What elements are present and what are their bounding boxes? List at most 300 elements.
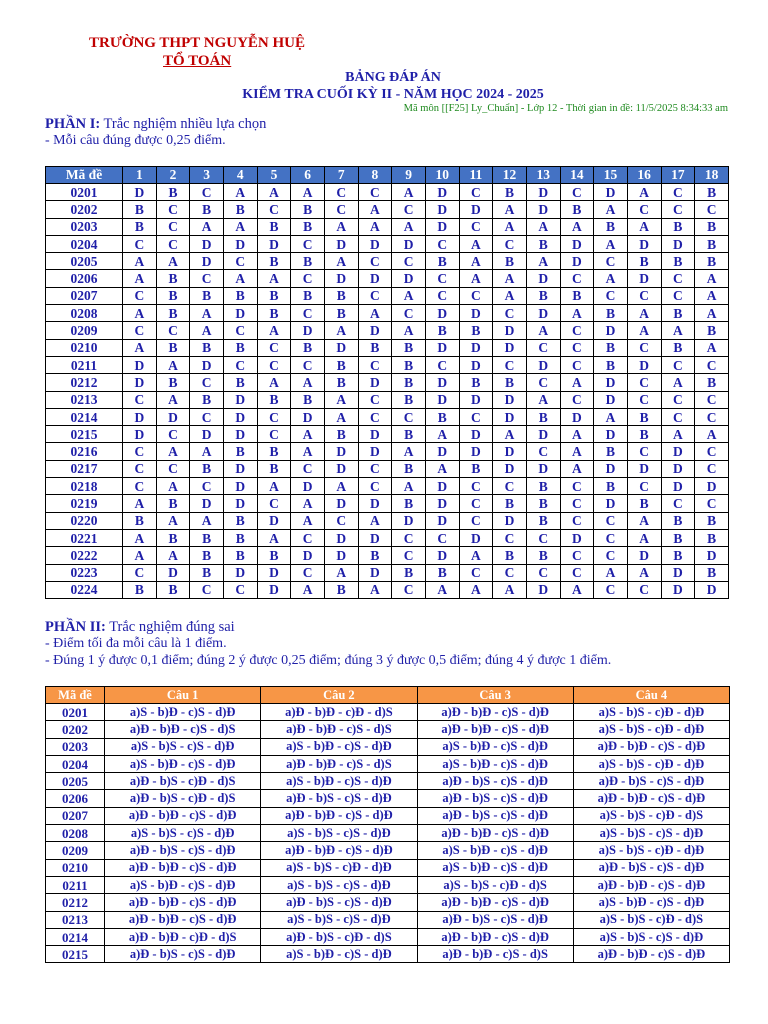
answer-cell: B (156, 287, 190, 304)
column-header: Câu 1 (105, 687, 261, 704)
answer-cell: A (627, 322, 661, 339)
answer-cell: D (459, 201, 493, 218)
column-header: 2 (156, 167, 190, 184)
answer-cell: C (695, 356, 729, 373)
answer-cell: D (661, 581, 695, 598)
column-header-code: Mã đề (46, 687, 105, 704)
answer-cell: a)S - b)S - c)S - d)Đ (261, 911, 417, 928)
answer-cell: a)Đ - b)S - c)S - d)Đ (417, 773, 573, 790)
answer-cell: C (123, 443, 157, 460)
table-row (46, 391, 729, 408)
table-row (46, 339, 729, 356)
answer-cell: A (223, 184, 257, 201)
answer-cell: D (190, 426, 224, 443)
answer-cell: a)Đ - b)S - c)S - d)Đ (105, 946, 261, 963)
answer-cell: C (594, 512, 628, 529)
answer-cell: D (358, 426, 392, 443)
answer-cell: C (560, 270, 594, 287)
table-row (46, 911, 730, 928)
answer-cell: B (526, 512, 560, 529)
answer-cell: B (392, 426, 426, 443)
part2-heading-text: Trắc nghiệm đúng sai (105, 619, 235, 635)
exam-code-cell: 0221 (46, 529, 123, 546)
answer-cell: C (223, 356, 257, 373)
answer-cell: B (190, 564, 224, 581)
answer-cell: a)S - b)Đ - c)S - d)Đ (573, 894, 729, 911)
answer-cell: C (661, 408, 695, 425)
answer-cell: D (627, 235, 661, 252)
exam-code-cell: 0212 (46, 374, 123, 391)
answer-cell: C (425, 270, 459, 287)
answer-cell: a)Đ - b)S - c)S - d)Đ (573, 773, 729, 790)
answer-cell: D (425, 374, 459, 391)
answer-cell: D (291, 322, 325, 339)
department-name: TỔ TOÁN (163, 53, 232, 69)
answer-cell: D (425, 339, 459, 356)
answer-cell: A (291, 512, 325, 529)
answer-cell: a)S - b)S - c)S - d)Đ (261, 825, 417, 842)
exam-code-cell: 0223 (46, 564, 123, 581)
answer-cell: a)Đ - b)S - c)Đ - d)S (105, 773, 261, 790)
exam-code-cell: 0220 (46, 512, 123, 529)
answer-cell: A (695, 305, 729, 322)
answer-cell: D (560, 253, 594, 270)
answer-cell: C (661, 184, 695, 201)
answer-cell: C (123, 478, 157, 495)
answer-cell: A (257, 322, 291, 339)
answer-cell: a)S - b)S - c)Đ - d)S (417, 876, 573, 893)
answer-cell: C (123, 564, 157, 581)
answer-cell: A (190, 512, 224, 529)
exam-code-cell: 0224 (46, 581, 123, 598)
answer-cell: D (291, 547, 325, 564)
answer-cell: A (324, 218, 358, 235)
answer-cell: A (123, 270, 157, 287)
answer-cell: D (425, 512, 459, 529)
answer-cell: D (223, 495, 257, 512)
answer-cell: C (695, 443, 729, 460)
answer-cell: C (594, 581, 628, 598)
answer-cell: a)Đ - b)Đ - c)Đ - d)S (105, 928, 261, 945)
answer-cell: C (425, 529, 459, 546)
answer-cell: A (123, 529, 157, 546)
answer-cell: B (291, 287, 325, 304)
answer-cell: D (223, 460, 257, 477)
answer-cell: B (661, 305, 695, 322)
answer-cell: D (257, 512, 291, 529)
answer-cell: C (257, 408, 291, 425)
column-header: 1 (123, 167, 157, 184)
answer-cell: C (560, 495, 594, 512)
answer-cell: B (526, 235, 560, 252)
answer-cell: a)Đ - b)S - c)S - d)Đ (261, 894, 417, 911)
answer-cell: B (392, 460, 426, 477)
table-row (46, 443, 729, 460)
answer-cell: C (358, 391, 392, 408)
answer-cell: D (459, 356, 493, 373)
answer-cell: C (459, 495, 493, 512)
table-row (46, 184, 729, 201)
answer-cell: D (560, 408, 594, 425)
answer-cell: D (358, 270, 392, 287)
answer-cell: C (190, 478, 224, 495)
answer-cell: B (190, 391, 224, 408)
answer-cell: B (526, 287, 560, 304)
answer-cell: B (257, 443, 291, 460)
answer-cell: B (156, 305, 190, 322)
school-name: TRƯỜNG THPT NGUYỄN HUỆ (89, 35, 305, 51)
exam-code-cell: 0208 (46, 305, 123, 322)
answer-cell: D (560, 529, 594, 546)
part1-answer-table (45, 166, 729, 599)
answer-cell: A (358, 201, 392, 218)
answer-cell: a)Đ - b)Đ - c)S - d)S (261, 755, 417, 772)
answer-cell: C (661, 495, 695, 512)
answer-cell: B (324, 374, 358, 391)
part1-heading-label: PHẦN I: (45, 116, 101, 132)
answer-cell: B (695, 564, 729, 581)
answer-cell: a)Đ - b)S - c)S - d)Đ (417, 790, 573, 807)
answer-cell: C (459, 478, 493, 495)
answer-cell: C (190, 374, 224, 391)
column-header-code: Mã đề (46, 167, 123, 184)
answer-cell: B (291, 391, 325, 408)
answer-cell: D (594, 460, 628, 477)
answer-cell: B (223, 287, 257, 304)
exam-code-cell: 0210 (46, 339, 123, 356)
answer-cell: B (123, 512, 157, 529)
answer-cell: C (190, 408, 224, 425)
column-header: 10 (425, 167, 459, 184)
answer-cell: C (560, 512, 594, 529)
answer-cell: B (324, 426, 358, 443)
column-header: 16 (627, 167, 661, 184)
answer-cell: B (223, 339, 257, 356)
answer-cell: A (560, 218, 594, 235)
answer-cell: D (526, 581, 560, 598)
answer-cell: a)Đ - b)Đ - c)S - d)Đ (417, 721, 573, 738)
answer-cell: A (695, 339, 729, 356)
answer-cell: C (493, 235, 527, 252)
answer-cell: a)Đ - b)S - c)S - d)Đ (417, 807, 573, 824)
answer-cell: D (123, 356, 157, 373)
part2-scoring-note-scale: - Đúng 1 ý được 0,1 điểm; đúng 2 ý được 0,25 điểm; đúng 3 ý được 0,5 điểm; đúng 4 ý được 1 điểm. (45, 653, 612, 668)
answer-cell: B (190, 339, 224, 356)
answer-cell: B (190, 201, 224, 218)
answer-cell: a)Đ - b)Đ - c)S - d)Đ (417, 825, 573, 842)
answer-cell: C (661, 391, 695, 408)
answer-cell: A (392, 218, 426, 235)
table-row (46, 859, 730, 876)
answer-cell: B (627, 408, 661, 425)
answer-cell: a)Đ - b)S - c)S - d)Đ (417, 911, 573, 928)
answer-cell: a)Đ - b)Đ - c)S - d)Đ (105, 894, 261, 911)
answer-cell: a)S - b)Đ - c)S - d)Đ (417, 738, 573, 755)
answer-cell: B (627, 253, 661, 270)
answer-cell: B (493, 184, 527, 201)
answer-cell: A (324, 478, 358, 495)
answer-cell: C (358, 184, 392, 201)
exam-code-cell: 0209 (46, 842, 105, 859)
answer-cell: A (493, 287, 527, 304)
answer-cell: D (223, 564, 257, 581)
answer-cell: A (392, 287, 426, 304)
answer-cell: C (695, 408, 729, 425)
answer-cell: A (493, 426, 527, 443)
part2-heading (45, 619, 235, 636)
table-row (46, 807, 730, 824)
answer-cell: C (291, 305, 325, 322)
answer-cell: B (661, 339, 695, 356)
answer-cell: D (526, 426, 560, 443)
column-header: 7 (324, 167, 358, 184)
answer-cell: a)S - b)S - c)Đ - d)Đ (573, 755, 729, 772)
exam-code-cell: 0213 (46, 911, 105, 928)
answer-cell: C (560, 564, 594, 581)
exam-code-cell: 0219 (46, 495, 123, 512)
answer-cell: A (156, 391, 190, 408)
answer-cell: D (493, 339, 527, 356)
answer-cell: C (156, 218, 190, 235)
answer-cell: D (358, 374, 392, 391)
answer-cell: A (291, 495, 325, 512)
answer-cell: D (493, 460, 527, 477)
answer-cell: A (358, 305, 392, 322)
answer-cell: D (459, 443, 493, 460)
answer-cell: D (358, 495, 392, 512)
answer-cell: C (324, 512, 358, 529)
answer-cell: D (493, 322, 527, 339)
answer-cell: A (156, 443, 190, 460)
answer-cell: A (392, 184, 426, 201)
exam-code-cell: 0206 (46, 270, 123, 287)
answer-cell: C (661, 201, 695, 218)
column-header: 13 (526, 167, 560, 184)
answer-cell: C (257, 426, 291, 443)
answer-cell: A (223, 218, 257, 235)
answer-cell: a)Đ - b)Đ - c)S - d)Đ (261, 842, 417, 859)
column-header: 5 (257, 167, 291, 184)
answer-cell: D (560, 235, 594, 252)
answer-cell: D (123, 374, 157, 391)
answer-cell: C (156, 426, 190, 443)
table-row (46, 218, 729, 235)
answer-cell: C (560, 478, 594, 495)
answer-cell: C (257, 495, 291, 512)
answer-cell: C (493, 305, 527, 322)
table-row (46, 356, 729, 373)
answer-cell: a)S - b)S - c)Đ - d)Đ (261, 859, 417, 876)
answer-cell: C (291, 460, 325, 477)
answer-cell: B (190, 529, 224, 546)
exam-code-cell: 0215 (46, 426, 123, 443)
answer-cell: a)S - b)S - c)S - d)Đ (261, 876, 417, 893)
answer-cell: C (156, 460, 190, 477)
table-row (46, 842, 730, 859)
answer-cell: A (291, 581, 325, 598)
answer-cell: D (425, 184, 459, 201)
answer-cell: D (123, 184, 157, 201)
part1-heading-text: Trắc nghiệm nhiều lựa chọn (100, 116, 267, 132)
answer-cell: C (560, 547, 594, 564)
answer-cell: C (661, 287, 695, 304)
answer-cell: a)S - b)S - c)Đ - d)Đ (573, 842, 729, 859)
answer-cell: C (661, 356, 695, 373)
answer-cell: D (392, 235, 426, 252)
answer-cell: C (627, 478, 661, 495)
answer-cell: A (459, 235, 493, 252)
exam-code-cell: 0214 (46, 408, 123, 425)
exam-code-cell: 0218 (46, 478, 123, 495)
answer-cell: B (291, 218, 325, 235)
answer-cell: D (526, 305, 560, 322)
answer-cell: A (661, 322, 695, 339)
exam-code-cell: 0202 (46, 201, 123, 218)
answer-cell: D (156, 408, 190, 425)
answer-cell: A (324, 322, 358, 339)
answer-cell: a)Đ - b)Đ - c)S - d)Đ (105, 859, 261, 876)
exam-code-cell: 0215 (46, 946, 105, 963)
answer-cell: D (425, 391, 459, 408)
answer-cell: A (627, 305, 661, 322)
answer-cell: D (156, 564, 190, 581)
answer-cell: B (324, 581, 358, 598)
answer-cell: A (392, 478, 426, 495)
exam-code-cell: 0202 (46, 721, 105, 738)
answer-cell: B (560, 287, 594, 304)
answer-cell: B (695, 374, 729, 391)
answer-cell: A (560, 581, 594, 598)
table-row (46, 704, 730, 721)
answer-cell: A (257, 184, 291, 201)
answer-cell: a)Đ - b)Đ - c)S - d)S (417, 946, 573, 963)
answer-cell: A (156, 356, 190, 373)
answer-cell: a)S - b)S - c)Đ - d)S (573, 807, 729, 824)
answer-cell: C (392, 305, 426, 322)
answer-cell: a)Đ - b)S - c)S - d)Đ (105, 842, 261, 859)
answer-cell: B (223, 529, 257, 546)
answer-cell: D (425, 495, 459, 512)
answer-cell: A (493, 218, 527, 235)
answer-cell: D (661, 443, 695, 460)
answer-cell: C (123, 235, 157, 252)
exam-code-cell: 0204 (46, 755, 105, 772)
answer-cell: C (392, 529, 426, 546)
answer-cell: D (493, 408, 527, 425)
answer-cell: C (156, 322, 190, 339)
answer-cell: B (695, 529, 729, 546)
answer-cell: C (560, 339, 594, 356)
answer-cell: A (156, 253, 190, 270)
exam-title: KIỂM TRA CUỐI KỲ II - NĂM HỌC 2024 - 2025 (242, 87, 544, 102)
column-header: 15 (594, 167, 628, 184)
answer-cell: D (526, 184, 560, 201)
answer-cell: C (358, 460, 392, 477)
answer-cell: D (190, 495, 224, 512)
answer-key-title: BẢNG ĐÁP ÁN (345, 70, 441, 85)
answer-cell: D (190, 356, 224, 373)
answer-cell: B (324, 287, 358, 304)
answer-cell: D (594, 374, 628, 391)
answer-cell: D (493, 512, 527, 529)
answer-cell: A (358, 218, 392, 235)
answer-cell: B (493, 253, 527, 270)
exam-meta-info: Mã môn [[F25] Ly_Chuẩn] - Lớp 12 - Thời gian in đề: 11/5/2025 8:34:33 am (403, 103, 728, 114)
answer-cell: A (560, 426, 594, 443)
answer-cell: C (459, 408, 493, 425)
answer-cell: D (358, 443, 392, 460)
answer-cell: B (223, 443, 257, 460)
answer-cell: D (257, 581, 291, 598)
answer-cell: B (459, 374, 493, 391)
table-row (46, 790, 730, 807)
answer-cell: D (526, 356, 560, 373)
answer-cell: a)Đ - b)Đ - c)S - d)Đ (573, 790, 729, 807)
answer-cell: a)Đ - b)Đ - c)Đ - d)S (261, 704, 417, 721)
answer-cell: C (123, 391, 157, 408)
answer-cell: B (594, 478, 628, 495)
answer-cell: B (156, 495, 190, 512)
answer-cell: A (392, 322, 426, 339)
answer-cell: D (459, 339, 493, 356)
table-row (46, 235, 729, 252)
answer-cell: A (594, 235, 628, 252)
answer-cell: B (695, 184, 729, 201)
answer-cell: C (493, 478, 527, 495)
answer-cell: C (661, 270, 695, 287)
answer-cell: B (392, 391, 426, 408)
answer-cell: A (594, 408, 628, 425)
answer-cell: D (392, 512, 426, 529)
answer-cell: D (358, 529, 392, 546)
answer-cell: B (156, 339, 190, 356)
answer-cell: B (257, 287, 291, 304)
answer-cell: B (695, 512, 729, 529)
answer-cell: C (156, 235, 190, 252)
answer-cell: B (291, 201, 325, 218)
answer-cell: D (594, 322, 628, 339)
answer-cell: A (291, 374, 325, 391)
answer-cell: C (493, 564, 527, 581)
answer-cell: B (594, 305, 628, 322)
exam-code-cell: 0212 (46, 894, 105, 911)
answer-cell: B (695, 253, 729, 270)
answer-cell: D (526, 201, 560, 218)
answer-cell: A (526, 391, 560, 408)
table-row (46, 426, 729, 443)
answer-cell: B (156, 581, 190, 598)
answer-cell: B (190, 460, 224, 477)
answer-cell: D (223, 391, 257, 408)
answer-cell: D (627, 356, 661, 373)
answer-cell: a)Đ - b)S - c)S - d)Đ (261, 790, 417, 807)
answer-cell: A (257, 270, 291, 287)
answer-cell: A (425, 426, 459, 443)
answer-cell: a)Đ - b)Đ - c)S - d)Đ (105, 807, 261, 824)
column-header: 11 (459, 167, 493, 184)
answer-cell: B (156, 184, 190, 201)
answer-cell: C (695, 201, 729, 218)
table-row (46, 374, 729, 391)
answer-cell: B (695, 218, 729, 235)
answer-cell: B (223, 512, 257, 529)
answer-cell: C (594, 253, 628, 270)
answer-cell: a)Đ - b)Đ - c)S - d)S (261, 721, 417, 738)
table-row (46, 253, 729, 270)
answer-cell: C (459, 218, 493, 235)
answer-cell: C (627, 443, 661, 460)
table-row (46, 946, 730, 963)
